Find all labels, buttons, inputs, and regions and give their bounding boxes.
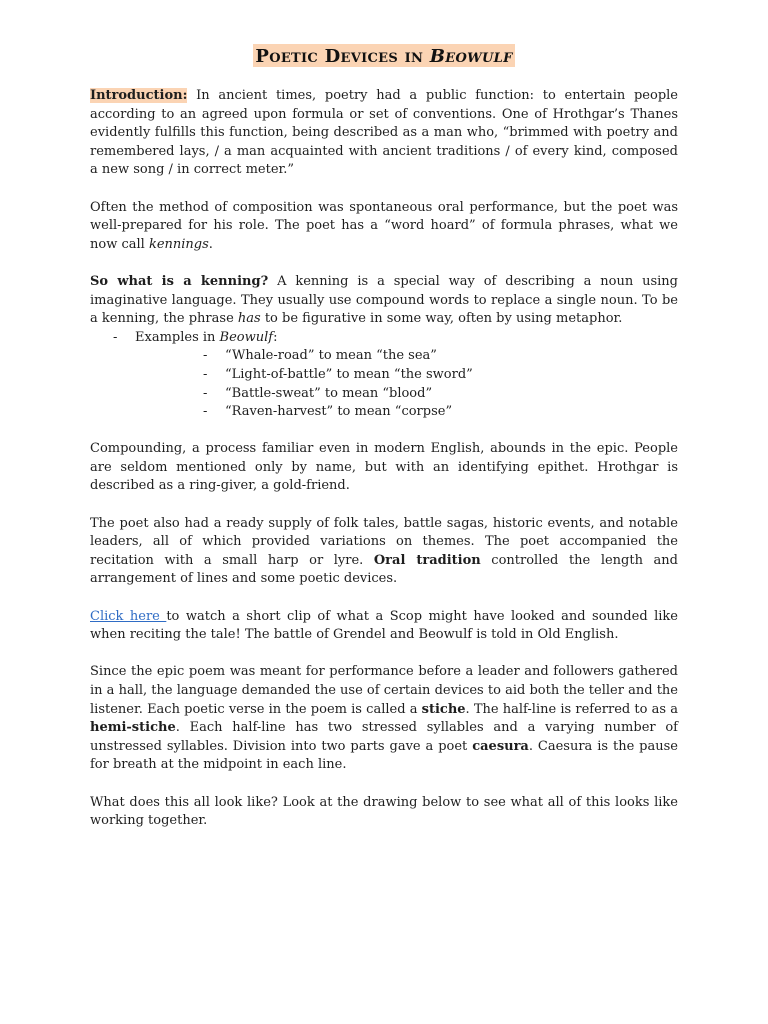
example-text: “Battle-sweat” to mean “blood” <box>225 385 433 401</box>
intro-label: Introduction: <box>90 88 188 103</box>
examples-heading-item <box>90 329 678 422</box>
list-dash: - <box>203 385 208 401</box>
list-item <box>135 347 678 366</box>
list-dash: - <box>203 348 208 364</box>
oral-tradition-term: Oral tradition <box>373 552 481 568</box>
example-text: “Whale-road” to mean “the sea” <box>225 348 437 364</box>
list-dash: - <box>203 366 208 382</box>
performance-text-3: . Each half-line has two stressed syllables and a varying number of unstressed syllables. Division into two parts gave a poet <box>90 720 678 754</box>
supply-text-1: The poet also had a ready supply of folk tales, battle sagas, historic events, and notable leaders, all of which provided variations on themes. The poet accompanied the recitation with a small harp or lyre. <box>90 515 678 568</box>
compounding-paragraph <box>90 440 678 496</box>
list-dash: - <box>113 329 118 345</box>
example-text: “Raven-harvest” to mean “corpse” <box>225 404 453 420</box>
click-here-link[interactable]: Click here <box>90 608 167 624</box>
caesura-term: caesura <box>472 738 529 754</box>
kenning-has: has <box>237 311 261 327</box>
intro-text: In ancient times, poetry had a public function: to entertain people according to an agreed upon formula or set of conventions. One of Hrothgar’s Thanes evidently fulfills this function, being described as a man who, “brimmed with poetry and remembered lays, / a man acquainted with ancient traditions / of every kind, composed a new song / in correct meter.” <box>90 88 678 178</box>
kenning-question: So what is a kenning? <box>90 273 269 289</box>
kenning-examples-list <box>135 347 678 421</box>
performance-text-2: . The half-line is referred to as a <box>465 701 678 717</box>
intro-paragraph <box>90 87 678 180</box>
composition-paragraph <box>90 199 678 255</box>
list-item <box>135 385 678 404</box>
composition-end: . <box>208 236 213 252</box>
examples-title: Beowulf <box>219 329 274 345</box>
performance-text-4: . Caesura is the pause for breath at the midpoint in each line. <box>90 738 678 773</box>
list-dash: - <box>203 404 208 420</box>
title-container <box>90 44 678 67</box>
closing-text: What does this all look like? Look at the drawing below to see what all of this looks like working together. <box>90 794 678 829</box>
stiche-term: stiche <box>421 701 466 717</box>
kenning-text-1: A kenning is a special way of describing a noun using imaginative language. They usually use compound words to replace a single noun. To be a kenning, the phrase <box>90 273 678 327</box>
clip-paragraph <box>90 608 678 645</box>
examples-label: Examples in <box>135 329 220 345</box>
performance-text-1: Since the epic poem was meant for performance before a leader and followers gathered in a hall, the language demanded the use of certain devices to aid both the teller and the listener. Each poetic verse in the poem is called a <box>90 664 678 717</box>
composition-text: Often the method of composition was spontaneous oral performance, but the poet was well-prepared for his role. The poet has a “word hoard” of formula phrases, what we now call <box>90 199 678 252</box>
title-text: Poetic Devices in <box>255 46 430 67</box>
clip-text: to watch a short clip of what a Scop might have looked and sounded like when reciting the tale! The battle of Grendel and Beowulf is told in Old English. <box>90 608 678 643</box>
page-title <box>253 44 514 67</box>
kennings-term: kennings <box>148 236 209 252</box>
kenning-text-2: to be figurative in some way, often by using metaphor. <box>260 311 623 327</box>
supply-text-2: controlled the length and arrangement of lines and some poetic devices. <box>90 552 678 587</box>
list-item <box>135 366 678 385</box>
list-item <box>135 403 678 422</box>
supply-paragraph <box>90 515 678 589</box>
compounding-text: Compounding, a process familiar even in modern English, abounds in the epic. People are seldom mentioned only by name, but with an identifying epithet. Hrothgar is described as a ring-giver, a gold-friend. <box>90 441 678 494</box>
example-text: “Light-of-battle” to mean “the sword” <box>225 366 473 382</box>
kenning-paragraph <box>90 273 678 329</box>
performance-paragraph <box>90 663 678 775</box>
examples-list <box>90 329 678 422</box>
examples-colon: : <box>273 329 278 345</box>
closing-paragraph <box>90 794 678 831</box>
hemi-stiche-term: hemi-stiche <box>90 720 176 736</box>
title-work-name: Beowulf <box>429 46 513 67</box>
